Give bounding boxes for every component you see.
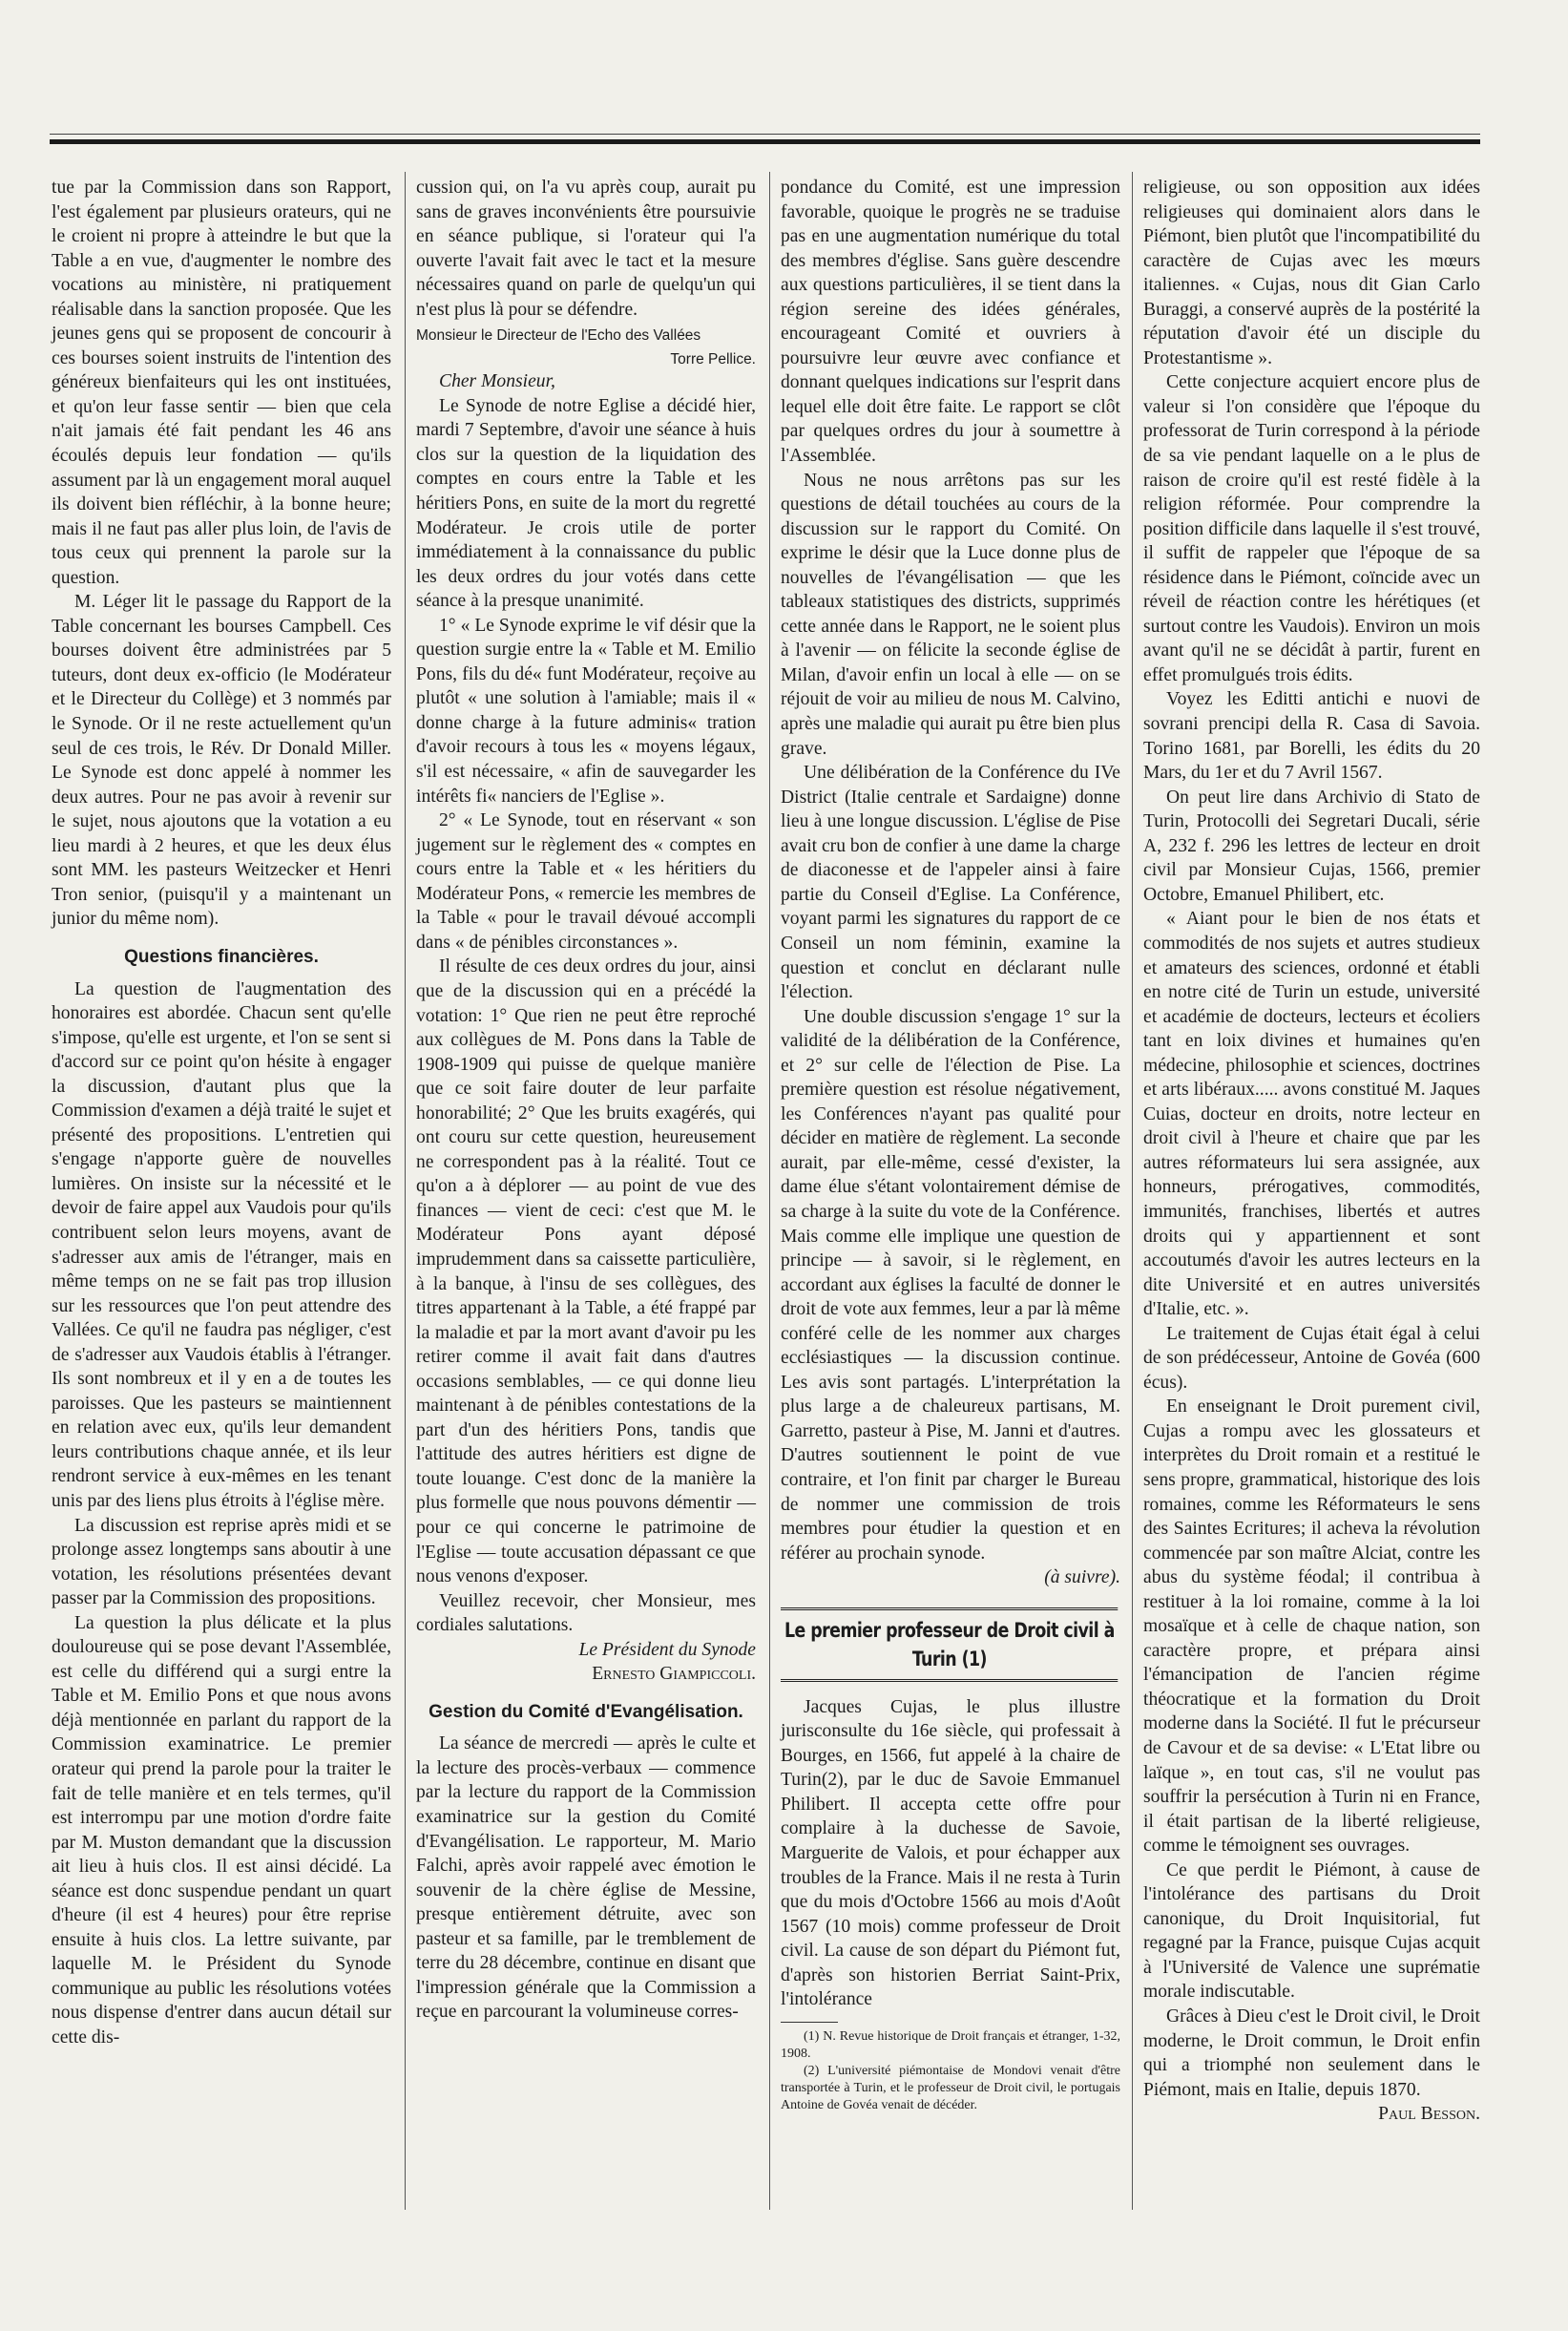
column-divider: [1132, 172, 1133, 2210]
paragraph: La question la plus délicate et la plus douloureuse qui se pose devant l'Assemblée, est celle du différend qui a surgi entre la Table et M. Emilio Pons et que nous avons déjà mentionnée en parlant du rapport de la Commission examinatrice. Le premier orateur qui prend la parole pour la traiter le fait de telle manière et en tels termes, qu'il est interrompu par une motion d'ordre faite par M. Muston demandant que la discussion ait lieu à huis clos. Il est ainsi décidé. La séance est donc suspendue pendant un quart d'heure (il est 4 heures) pour être reprise ensuite à huis clos. La lettre suivante, par laquelle M. le Président du Synode communique au public les résolutions votées nous dispense d'entrer dans aucun détail sur cette dis-: [52, 1612, 391, 2048]
paragraph: Grâces à Dieu c'est le Droit civil, le Droit moderne, le Droit commun, le Droit enfin qui a triomphé non seulement dans le Piémont, mais en Italie, depuis 1870.: [1143, 2006, 1480, 2100]
section-heading-questions-financieres: Questions financières.: [124, 946, 319, 967]
paragraph: Cette conjecture acquiert encore plus de valeur si l'on considère que l'époque du professorat de Turin correspond à la période de sa vie pendant laquelle on a le plus de raison de croire qu'il est resté fidèle à la religion réformée. Pour comprendre la position difficile dans laquelle il s'est trouvé, il suffit de rappeler que l'époque de sa résidence dans le Piémont, coïncide avec un réveil de réaction contre les hérétiques (et surtout contre les Vaudois). Environ un mois avant qu'il ne se décidât à partir, furent en effet promulgués trois édits.: [1143, 372, 1480, 685]
paragraph: Le Synode de notre Eglise a décidé hier, mardi 7 Septembre, d'avoir une séance à huis clos sur la question de la liquidation des comptes en cours entre la Table et les héritiers Pons, en suite de la mort du regretté Modérateur. Je crois utile de porter immédiatement à la connaissance du public les deux ordres du jour votés dans cette séance à la presque unanimité.: [416, 395, 756, 612]
paragraph: 2° « Le Synode, tout en réservant « son jugement sur le règlement des « comptes en cours entre la Table et « les héritiers du Modérateur Pons, « remercie les membres de la Table « pour le travail dévoué accompli dans « de pénibles circonstances ».: [416, 810, 756, 953]
paragraph: religieuse, ou son opposition aux idées religieuses qui dominaient alors dans le Piémont, bien plutôt que l'incompatibilité du caractère de Cujas avec les mœurs italiennes. « Cujas, nous dit Gian Carlo Buraggi, a conservé auprès de la postérité la réputation d'avoir été un disciple du Protestantisme ».: [1143, 178, 1480, 368]
paragraph: Voyez les Editti antichi e nuovi de sovrani prencipi della R. Casa di Savoia. Torino 1681, par Borelli, les édits du 20 Mars, du 1er et du 7 Avril 1567.: [1143, 689, 1480, 784]
column-2: [416, 176, 756, 2025]
paragraph: Ce que perdit le Piémont, à cause de l'intolérance des partisans du Droit canonique, du Droit Inquisitorial, fut regagné par la France, puisque Cujas acquit à l'Université de Valence une suprématie morale indiscutable.: [1143, 1859, 1480, 2003]
article-title: Le premier professeur de Droit civil à Turin (1): [781, 1607, 1119, 1682]
footnote: (1) N. Revue historique de Droit français et étranger, 1-32, 1908.: [781, 2028, 1120, 2061]
header-thin-rule: [50, 134, 1480, 135]
signature-name: Ernesto Giampiccoli.: [592, 1664, 756, 1685]
paragraph: On peut lire dans Archivio di Stato de Turin, Protocolli dei Segretari Ducali, série A, 232 f. 296 les lettres de lecteur en droit civil par Monsieur Cujas, 1566, premier Octobre, Emanuel Philibert, etc.: [1143, 787, 1480, 905]
paragraph: Une double discussion s'engage 1° sur la validité de la délibération de la Conférence, et 2° sur celle de l'élection de Pise. La première question est résolue négativement, les Conférences n'ayant pas qualité pour décider en matière de règlement. La seconde aurait, par elle-même, cessé d'exister, la dame élue s'étant volontairement démise de sa charge à la suite du vote de la Conférence. Mais comme elle implique une question de principe — à savoir, si le règlement, en accordant aux églises la faculté de donner le droit de vote aux femmes, leur a par là même conféré celle de les nommer aux charges ecclésiastiques — la discussion continue. Les avis sont partagés. L'interprétation la plus large a de chaleureux partisans, M. Garretto, pasteur à Pise, M. Janni et d'autres. D'autres soutiennent le point de vue contraire, et l'on finit par charger le Bureau de nommer une commission de trois membres pour étudier la question et en référer au prochain synode.: [781, 1006, 1120, 1564]
paragraph: 1° « Le Synode exprime le vif désir que la question surgie entre la « Table et M. Emilio Pons, fils du dé« funt Modérateur, reçoive au plutôt « une solution à l'amiable; mais il « donne charge à la future adminis« tration d'avoir recours à tous les « moyens légaux, s'il est nécessaire, « afin de sauvegarder les intérêts fi« nanciers de l'Eglise ».: [416, 615, 756, 807]
footnote: (2) L'université piémontaise de Mondovi venait d'être transportée à Turin, et le professeur de Droit civil, le portugais Antoine de Govéa venait de décéder.: [781, 2063, 1120, 2112]
paragraph: La séance de mercredi — après le culte et la lecture des procès-verbaux — commence par la lecture du rapport de la Commission examinatrice sur la gestion du Comité d'Evangélisation. Le rapporteur, M. Mario Falchi, après avoir rappelé avec émotion le souvenir de la chère église de Messine, presque entièrement détruite, avec son pasteur et sa famille, par le tremblement de terre du 28 décembre, continue en disant que l'impression générale que la Commission a reçue en parcourant la volumineuse corres-: [416, 1733, 756, 2023]
section-heading-gestion-comite: Gestion du Comité d'Evangélisation.: [429, 1701, 743, 1722]
paragraph: Il résulte de ces deux ordres du jour, ainsi que de la discussion qui en a précédé la votation: 1° Que rien ne peut être reproché aux collègues de M. Pons dans la Table de 1908-1909 qui puisse de quelque manière que ce soit faire douter de leur parfaite honorabilité; 2° Que les bruits exagérés, qui ont couru sur cette question, heureusement ne correspondent pas à la réalité. Tout ce qu'on a à déplorer — au point de vue des finances — vient de ceci: c'est que M. le Modérateur Pons ayant déposé imprudemment dans sa caissette particulière, à la banque, à l'insu de ses collègues, des titres appartenant à la Table, a été frappé par la maladie et par la mort avant d'avoir pu les retirer comme il avait fait dans d'autres occasions semblables, — ce qui donne lieu maintenant à de pénibles contestations de la part d'un des héritiers Pons, tandis que l'attitude des autres héritiers est digne de toute louange. C'est donc de la manière la plus formelle que nous pouvons démentir — pour ce qui concerne le patrimoine de l'Eglise — toute accusation dépassant ce que nous venons d'exposer.: [416, 956, 756, 1587]
paragraph: Une délibération de la Conférence du IVe District (Italie centrale et Sardaigne) donne lieu à une longue discussion. L'église de Pise avait cru bon de confier à une dame la charge de diaconesse et de l'appeler ainsi à faire partie du Conseil d'Eglise. La Conférence, voyant parmi les signatures du rapport de ce Conseil un nom féminin, examine la question et conclut en déclarant nulle l'élection.: [781, 763, 1120, 1003]
paragraph: « Aiant pour le bien de nos états et commodités de nos sujets et autres studieux et amateurs des sciences, ordonné et établi en notre cité de Turin un estude, université et académie de docteurs, lecteurs et écoliers tant en loix divines et humaines qu'en médecine, philosophie et sciences, doctrines et arts libéraux..... avons constitué M. Jaques Cuias, docteur en droits, notre lecteur en droit civil à l'heure et chaire que par les autres réformateurs lui sera assignée, aux honneurs, prérogatives, commodités, immunités, franchises, libertés et autres droits qui y appartiennent et sont accoutumés d'avoir les autres lecteurs en la dite Université et en autres universités d'Italie, etc. ».: [1143, 909, 1480, 1320]
column-1: [52, 176, 391, 2050]
paragraph: tue par la Commission dans son Rapport, l'est également par plusieurs orateurs, qui ne le croient ni propre à atteindre le but que la Table a en vue, d'augmenter le nombre des vocations au ministère, ni pratiquement réalisable dans la sanction proposée. Que les jeunes gens qui se proposent de concourir à ces bourses soient instruits de l'intention des généreux bienfaiteurs qui les ont instituées, et qu'on leur fasse sentir — bien que cela n'ait jamais été fait pendant les 46 ans écoulés depuis leur fondation — qu'ils assument par là un engagement moral auquel ils doivent bien réfléchir, à la bonne heure; mais il ne faut pas aller plus loin, de l'avis de tous ceux qui prennent la parole sur la question.: [52, 178, 391, 588]
letter-recipient: Monsieur le Directeur de l'Echo des Vallées: [416, 327, 701, 345]
paragraph: En enseignant le Droit purement civil, Cujas a rompu avec les glossateurs et interprètes du Droit romain et a restitué le sens propre, grammatical, historique des lois romaines, comme les Réformateurs le sens des Saintes Ecritures; il acheva la révolution commencée par son maître Alciat, contre les abus du système féodal; il contribua à restituer à la loi romaine, comme à la loi mosaïque et à celle de chaque nation, son caractère propre, et prépara ainsi l'émancipation de l'ancien régime théocratique et la formation du Droit moderne dans la Société. Il fut le précurseur de Cavour et de sa devise: « L'Etat libre ou laïque », en tout cas, s'il ne voulut pas souffrir la persécution à Turin ni en France, il était partisan de la liberté religieuse, comme le témoignent ses ouvrages.: [1143, 1396, 1480, 1857]
paragraph: La question de l'augmentation des honoraires est abordée. Chacun sent qu'elle s'impose, qu'elle est urgente, et l'on se sent si d'accord sur ce point qu'on hésite à engager la discussion, d'autant plus que la Commission d'examen a déjà traité le sujet et présenté des propositions. L'entretien qui s'engage n'apporte guère de nouvelles lumières. On insiste sur la nécessité et le devoir de faire appel aux Vaudois pour qu'ils contribuent selon leurs moyens, avant de s'adresser aux amis de l'étranger, mais en même temps on ne se fait pas trop illusion sur les ressources que l'on peut attendre des Vallées. Ce qu'il ne faudra pas négliger, c'est de s'adresser aux Vaudois établis à l'étranger. Ils sont nombreux et il y en a de toutes les paroisses. Que les pasteurs se maintiennent en relation avec eux, qu'ils leur demandent leurs contributions chaque année, et ils leur rendront service à eux-mêmes en les tenant unis par des liens plus étroits à l'église mère.: [52, 978, 391, 1511]
paragraph: M. Léger lit le passage du Rapport de la Table concernant les bourses Campbell. Ces bourses doivent être administrées par 5 tuteurs, dont deux ex-officio (le Modérateur et le Directeur du Collège) et 3 nommés par le Synode. Or il ne reste actuellement qu'un seul de ces trois, le Rév. Dr Donald Miller. Le Synode est donc appelé à nommer les deux autres. Pour ne pas avoir à revenir sur le sujet, nous ajoutons que la votation a eu lieu mardi à 2 heures, et que les deux élus sont MM. les pasteurs Weitzecker et Henri Tron senior, (puisqu'il y a maintenant un junior du même nom).: [52, 592, 391, 930]
column-3: [781, 176, 1120, 2114]
column-divider: [769, 172, 770, 2210]
paragraph: pondance du Comité, est une impression favorable, quoique le progrès ne se traduise pas en une augmentation numérique du total des membres d'église. Sans guère descendre aux questions particulières, il se tient dans la région sereine des idées générales, encourageant Comité et ouvriers à poursuivre leur œuvre avec confiance et donnant quelques indications sur l'esprit dans lequel elle doit être faite. Le rapport se clôt par quelques ordres du jour à soumettre à l'Assemblée.: [781, 178, 1120, 467]
column-4: [1143, 176, 1480, 2127]
header-rule: [50, 139, 1480, 144]
to-be-continued: (à suivre).: [1044, 1567, 1120, 1588]
paragraph: La discussion est reprise après midi et se prolonge assez longtemps sans aboutir à une votation, les résolutions présentées devant passer par la Commission des propositions.: [52, 1515, 391, 1609]
letter-place: Torre Pellice.: [670, 351, 756, 368]
signature-title: Le Président du Synode: [578, 1639, 756, 1660]
author-signature: Paul Besson.: [1378, 2104, 1480, 2125]
paragraph: Veuillez recevoir, cher Monsieur, mes cordiales salutations.: [416, 1590, 756, 1636]
paragraph: Nous ne nous arrêtons pas sur les questions de détail touchées au cours de la discussion sur le rapport du Comité. On exprime le désir que la Luce donne plus de nouvelles de l'évangélisation — que les tableaux statistiques des districts, supprimés cette année dans le Rapport, ne le soient plus à l'avenir — on félicite la seconde église de Milan, d'avoir enfin un local à elle — on se réjouit de voir au milieu de nous M. Calvino, après une maladie qui aurait pu être bien plus grave.: [781, 470, 1120, 759]
letter-salutation: Cher Monsieur,: [439, 371, 555, 392]
paragraph: Le traitement de Cujas était égal à celui de son prédécesseur, Antoine de Govéa (600 écus).: [1143, 1323, 1480, 1393]
column-divider: [405, 172, 406, 2210]
footnote-rule: [781, 2022, 838, 2023]
paragraph: cussion qui, on l'a vu après coup, aurait pu sans de graves inconvénients être poursuivie en séance publique, si l'orateur qui l'a ouverte l'avait fait avec le tact et la mesure nécessaires quand on parle de quelqu'un qui n'est plus là pour se défendre.: [416, 178, 756, 320]
paragraph: Jacques Cujas, le plus illustre jurisconsulte du 16e siècle, qui professait à Bourges, en 1566, fut appelé à la chaire de Turin(2), par le duc de Savoie Emmanuel Philibert. Il accepta cette offre pour complaire à la duchesse de Savoie, Marguerite de Valois, et pour échapper aux troubles de la France. Mais il ne resta à Turin que du mois d'Octobre 1566 au mois d'Août 1567 (10 mois) comme professeur de Droit civil. La cause de son départ du Piémont fut, d'après son historien Berriat Saint-Prix, l'intolérance: [781, 1696, 1120, 2010]
